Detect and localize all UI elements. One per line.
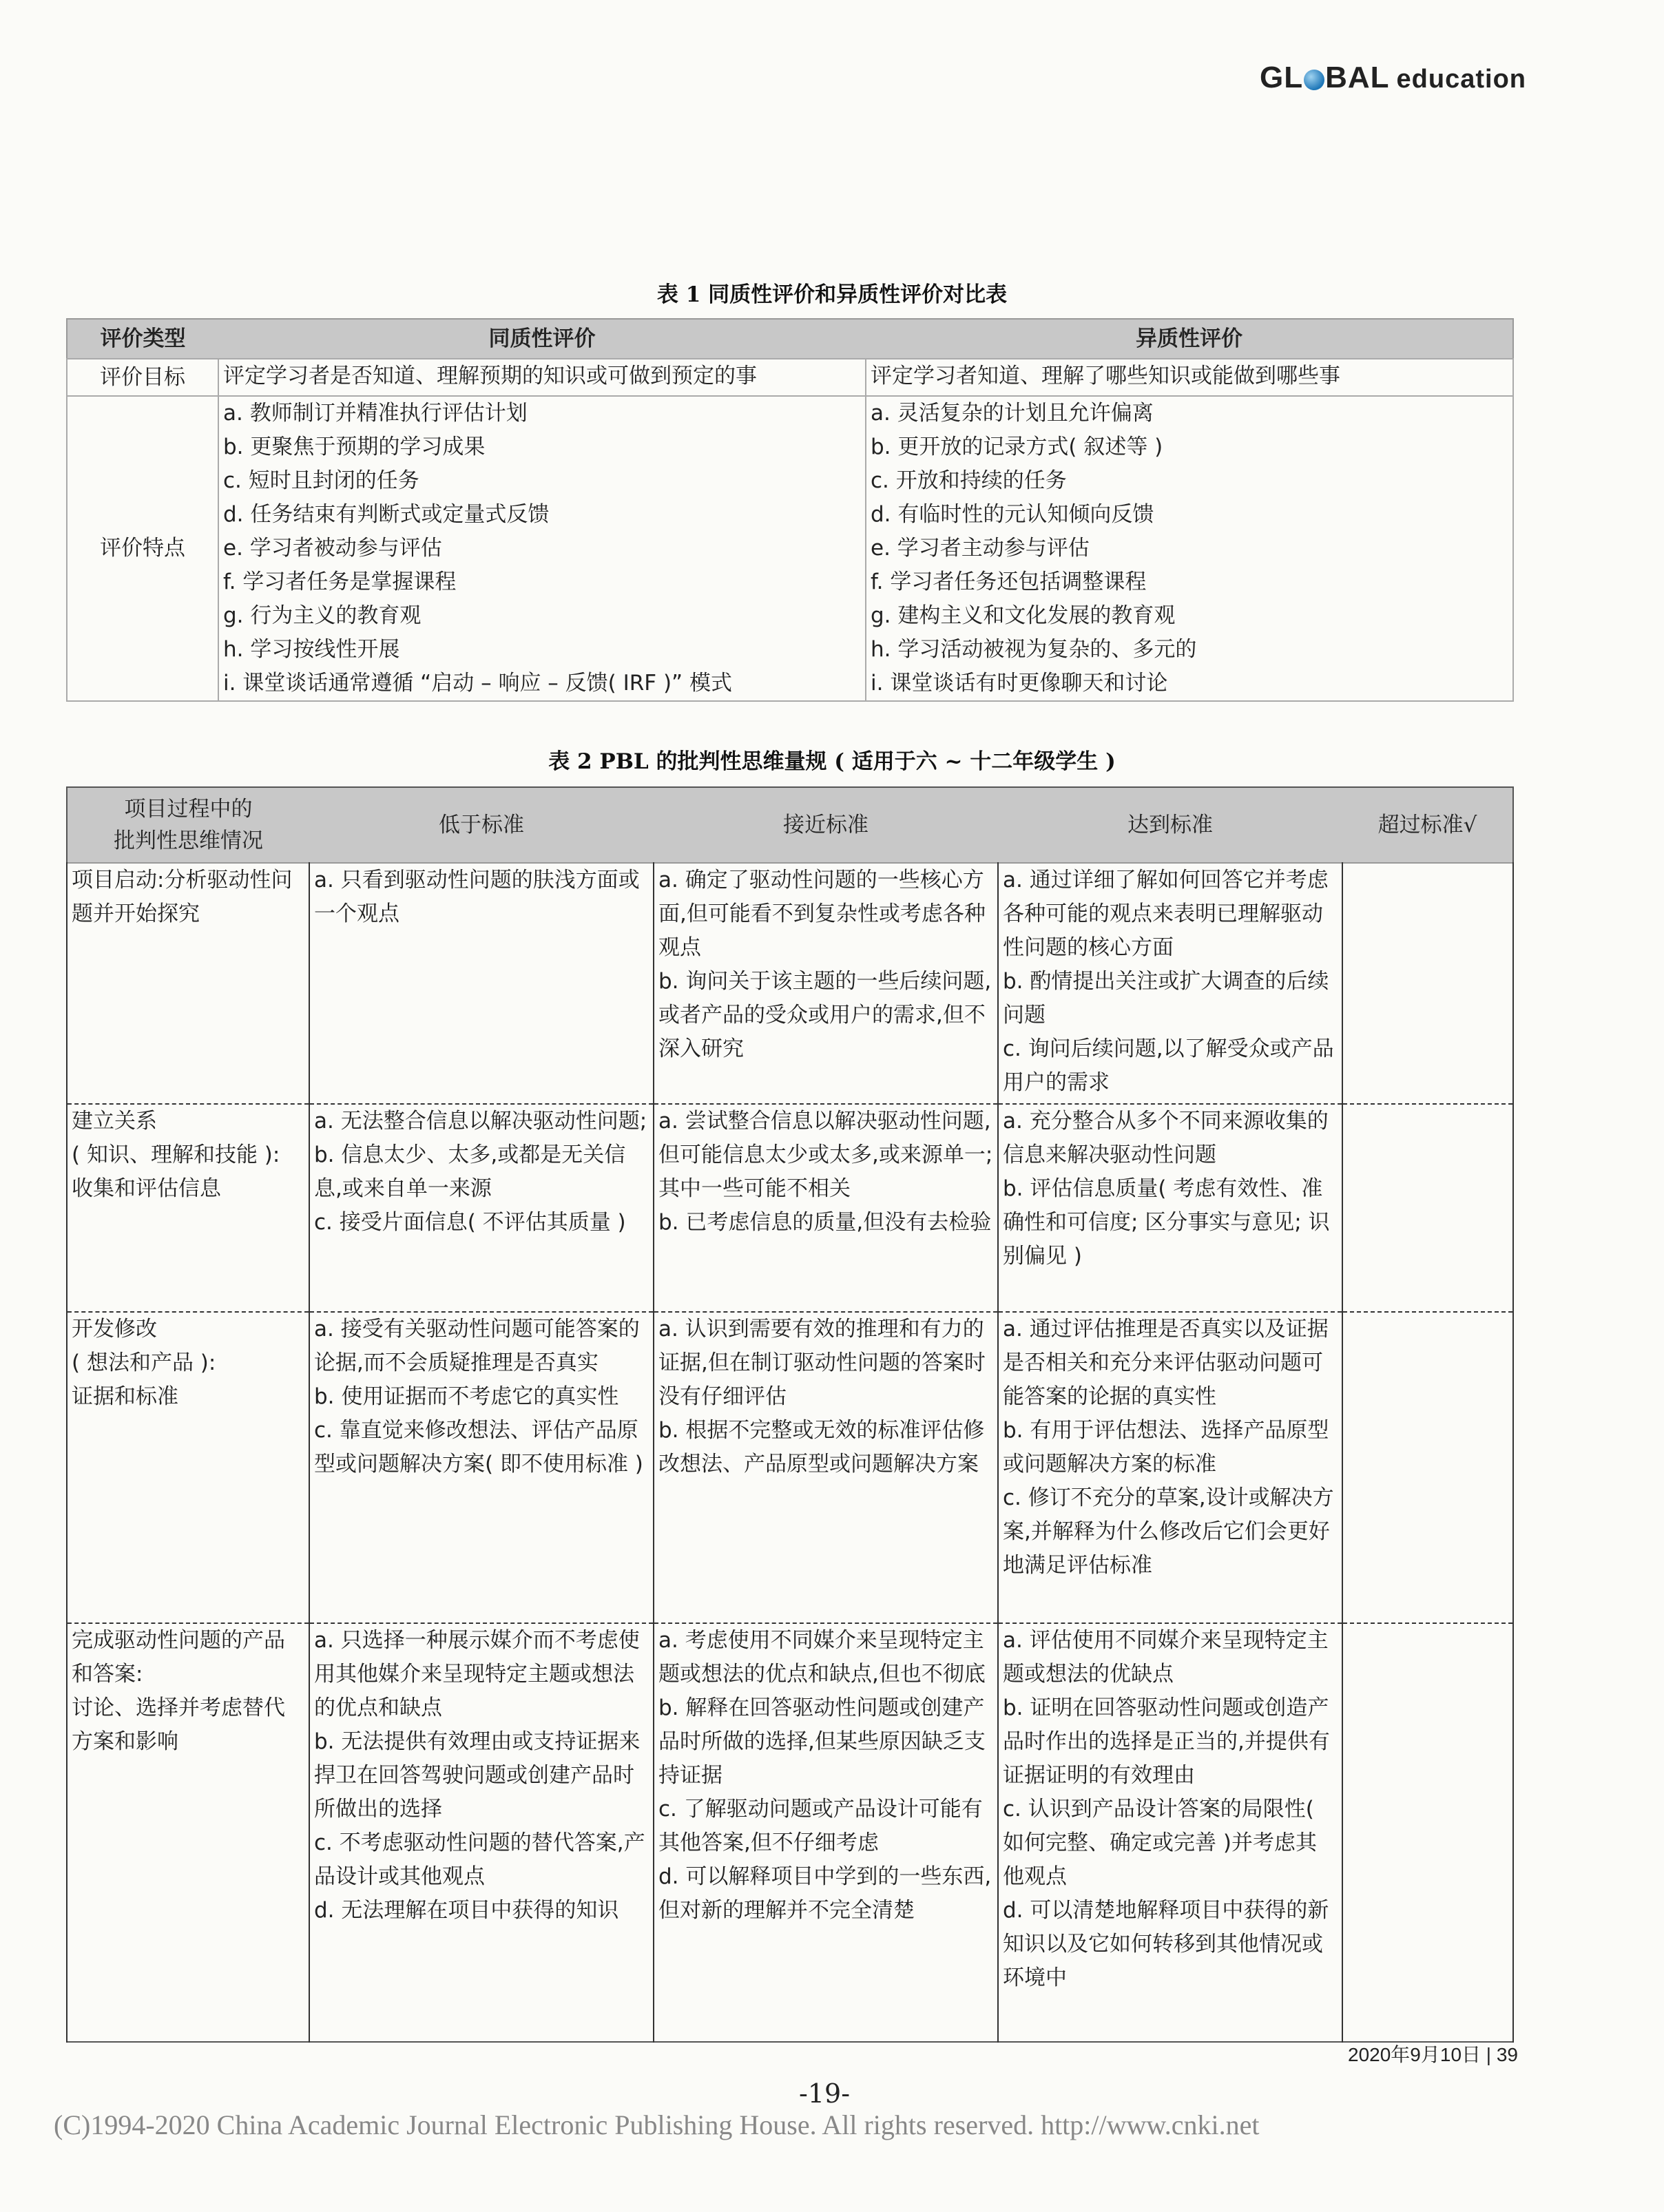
header-exceeds: 超过标准√ [1342,787,1513,863]
table1-caption: 表 1 同质性评价和异质性评价对比表 [656,282,1008,307]
copyright-line: (C)1994-2020 China Academic Journal Electronic Publishing House. All rights reserved. http://www.cnki.net [54,2109,1260,2140]
near-cell: a. 确定了驱动性问题的一些核心方面,但可能看不到复杂性或考虑各种观点 b. 询问关于该主题的一些后续问题,或者产品的受众或用户的需求,但不深入研究 [654,863,998,1104]
exceeds-cell [1342,1104,1513,1312]
below-cell: a. 只选择一种展示媒介而不考虑使用其他媒介来呈现特定主题或想法的优点和缺点 b. 无法提供有效理由或支持证据来捍卫在回答驾驶问题或创建产品时所做出的选择 c. 不考虑驱动性问题的替代答案,产品设计或其他观点 d. 无法理解在项目中获得的知识 [309,1623,654,2042]
issue-date-page: 2020年9月10日 | 39 [1348,2044,1518,2065]
process-cell: 建立关系 ( 知识、理解和技能 ): 收集和评估信息 [67,1104,309,1312]
table2-header-row [67,787,1513,863]
meets-cell: a. 通过评估推理是否真实以及证据是否相关和充分来评估驱动问题可能答案的论据的真实性 b. 有用于评估想法、选择产品原型或问题解决方案的标准 c. 修订不充分的草案,设计或解决方案,并解释为什么修改后它们会更好地满足评估标准 [998,1312,1342,1623]
goal-heterogeneous: 评定学习者知道、理解了哪些知识或能做到哪些事 [866,359,1513,396]
header-process-line2: 批判性思维情况 [114,828,263,853]
table1-row-goal [67,359,1513,396]
table-row [67,863,1513,1104]
near-cell: a. 认识到需要有效的推理和有力的证据,但在制订驱动性问题的答案时没有仔细评估 b. 根据不完整或无效的标准评估修改想法、产品原型或问题解决方案 [654,1312,998,1623]
list-item: i. 课堂谈话有时更像聊天和讨论 [871,671,1168,696]
below-cell: a. 只看到驱动性问题的肤浅方面或一个观点 [309,863,654,1104]
table-row [67,1104,1513,1312]
list-item: e. 学习者主动参与评估 [871,536,1090,561]
goal-label: 评价目标 [67,359,218,396]
table1-row-features [67,396,1513,701]
table-row [67,1312,1513,1623]
list-item: e. 学习者被动参与评估 [223,536,442,561]
brand-suffix: education [1396,65,1526,94]
meets-cell: a. 评估使用不同媒介来呈现特定主题或想法的优缺点 b. 证明在回答驱动性问题或创造产品时作出的选择是正当的,并提供有证据证明的有效理由 c. 认识到产品设计答案的局限性( 如何完整、确定或完善 )并考虑其他观点 d. 可以清楚地解释项目中获得的新知识以及它如何转移到其他情况或环境中 [998,1623,1342,2042]
table2-caption: 表 2 PBL 的批判性思维量规 ( 适用于六 ~ 十二年级学生 ) [548,749,1116,774]
below-cell: a. 接受有关驱动性问题可能答案的论据,而不会质疑推理是否真实 b. 使用证据而不考虑它的真实性 c. 靠直觉来修改想法、评估产品原型或问题解决方案( 即不使用标准 ) [309,1312,654,1623]
header-process-line1: 项目过程中的 [124,797,253,822]
header-heterogeneous: 异质性评价 [866,319,1513,359]
page-number: -19- [799,2078,851,2109]
list-item: d. 有临时性的元认知倾向反馈 [871,502,1154,527]
list-item: d. 任务结束有判断式或定量式反馈 [223,502,550,527]
header-near: 接近标准 [654,787,998,863]
list-item: f. 学习者任务还包括调整课程 [871,570,1147,594]
list-item: a. 灵活复杂的计划且允许偏离 [871,401,1154,426]
features-homogeneous [218,396,866,701]
process-cell: 项目启动:分析驱动性问题并开始探究 [67,863,309,1104]
list-item: i. 课堂谈话通常遵循 “启动 – 响应 – 反馈( IRF )” 模式 [223,671,732,696]
table-row [67,1623,1513,2042]
exceeds-cell [1342,1312,1513,1623]
brand-gl: GL [1259,61,1304,94]
process-cell: 完成驱动性问题的产品和答案: 讨论、选择并考虑替代方案和影响 [67,1623,309,2042]
meets-cell: a. 充分整合从多个不同来源收集的信息来解决驱动性问题 b. 评估信息质量( 考虑有效性、准确性和可信度; 区分事实与意见; 识别偏见 ) [998,1104,1342,1312]
critical-thinking-rubric-table [66,786,1514,2043]
comparison-table [66,318,1514,702]
goal-homogeneous: 评定学习者是否知道、理解预期的知识或可做到预定的事 [218,359,866,396]
list-item: g. 行为主义的教育观 [223,603,422,628]
list-item: c. 开放和持续的任务 [871,468,1067,493]
below-cell: a. 无法整合信息以解决驱动性问题; b. 信息太少、太多,或都是无关信息,或来自单一来源 c. 接受片面信息( 不评估其质量 ) [309,1104,654,1312]
brand-bal: BAL [1325,61,1390,94]
globe-icon [1304,70,1324,90]
header-meets: 达到标准 [998,787,1342,863]
features-label: 评价特点 [67,396,218,701]
list-item: g. 建构主义和文化发展的教育观 [871,603,1176,628]
list-item: h. 学习活动被视为复杂的、多元的 [871,637,1197,662]
meets-cell: a. 通过详细了解如何回答它并考虑各种可能的观点来表明已理解驱动性问题的核心方面 b. 酌情提出关注或扩大调查的后续问题 c. 询问后续问题,以了解受众或产品用户的需求 [998,863,1342,1104]
list-item: h. 学习按线性开展 [223,637,400,662]
exceeds-cell [1342,1623,1513,2042]
list-item: f. 学习者任务是掌握课程 [223,570,457,594]
exceeds-cell [1342,863,1513,1104]
list-item: a. 教师制订并精准执行评估计划 [223,401,528,426]
table1-header-row [67,319,1513,359]
list-item: b. 更聚焦于预期的学习成果 [223,435,486,459]
header-process [67,787,309,863]
header-below: 低于标准 [309,787,654,863]
header-eval-type: 评价类型 [67,319,218,359]
journal-masthead [1260,61,1526,95]
process-cell: 开发修改 ( 想法和产品 ): 证据和标准 [67,1312,309,1623]
near-cell: a. 尝试整合信息以解决驱动性问题,但可能信息太少或太多,或来源单一; 其中一些可能不相关 b. 已考虑信息的质量,但没有去检验 [654,1104,998,1312]
list-item: b. 更开放的记录方式( 叙述等 ) [871,435,1163,459]
header-homogeneous: 同质性评价 [218,319,866,359]
near-cell: a. 考虑使用不同媒介来呈现特定主题或想法的优点和缺点,但也不彻底 b. 解释在回答驱动性问题或创建产品时所做的选择,但某些原因缺乏支持证据 c. 了解驱动问题或产品设计可能有其他答案,但不仔细考虑 d. 可以解释项目中学到的一些东西,但对新的理解并不完全清楚 [654,1623,998,2042]
rubric-body [67,863,1513,2042]
list-item: c. 短时且封闭的任务 [223,468,419,493]
features-heterogeneous [866,396,1513,701]
